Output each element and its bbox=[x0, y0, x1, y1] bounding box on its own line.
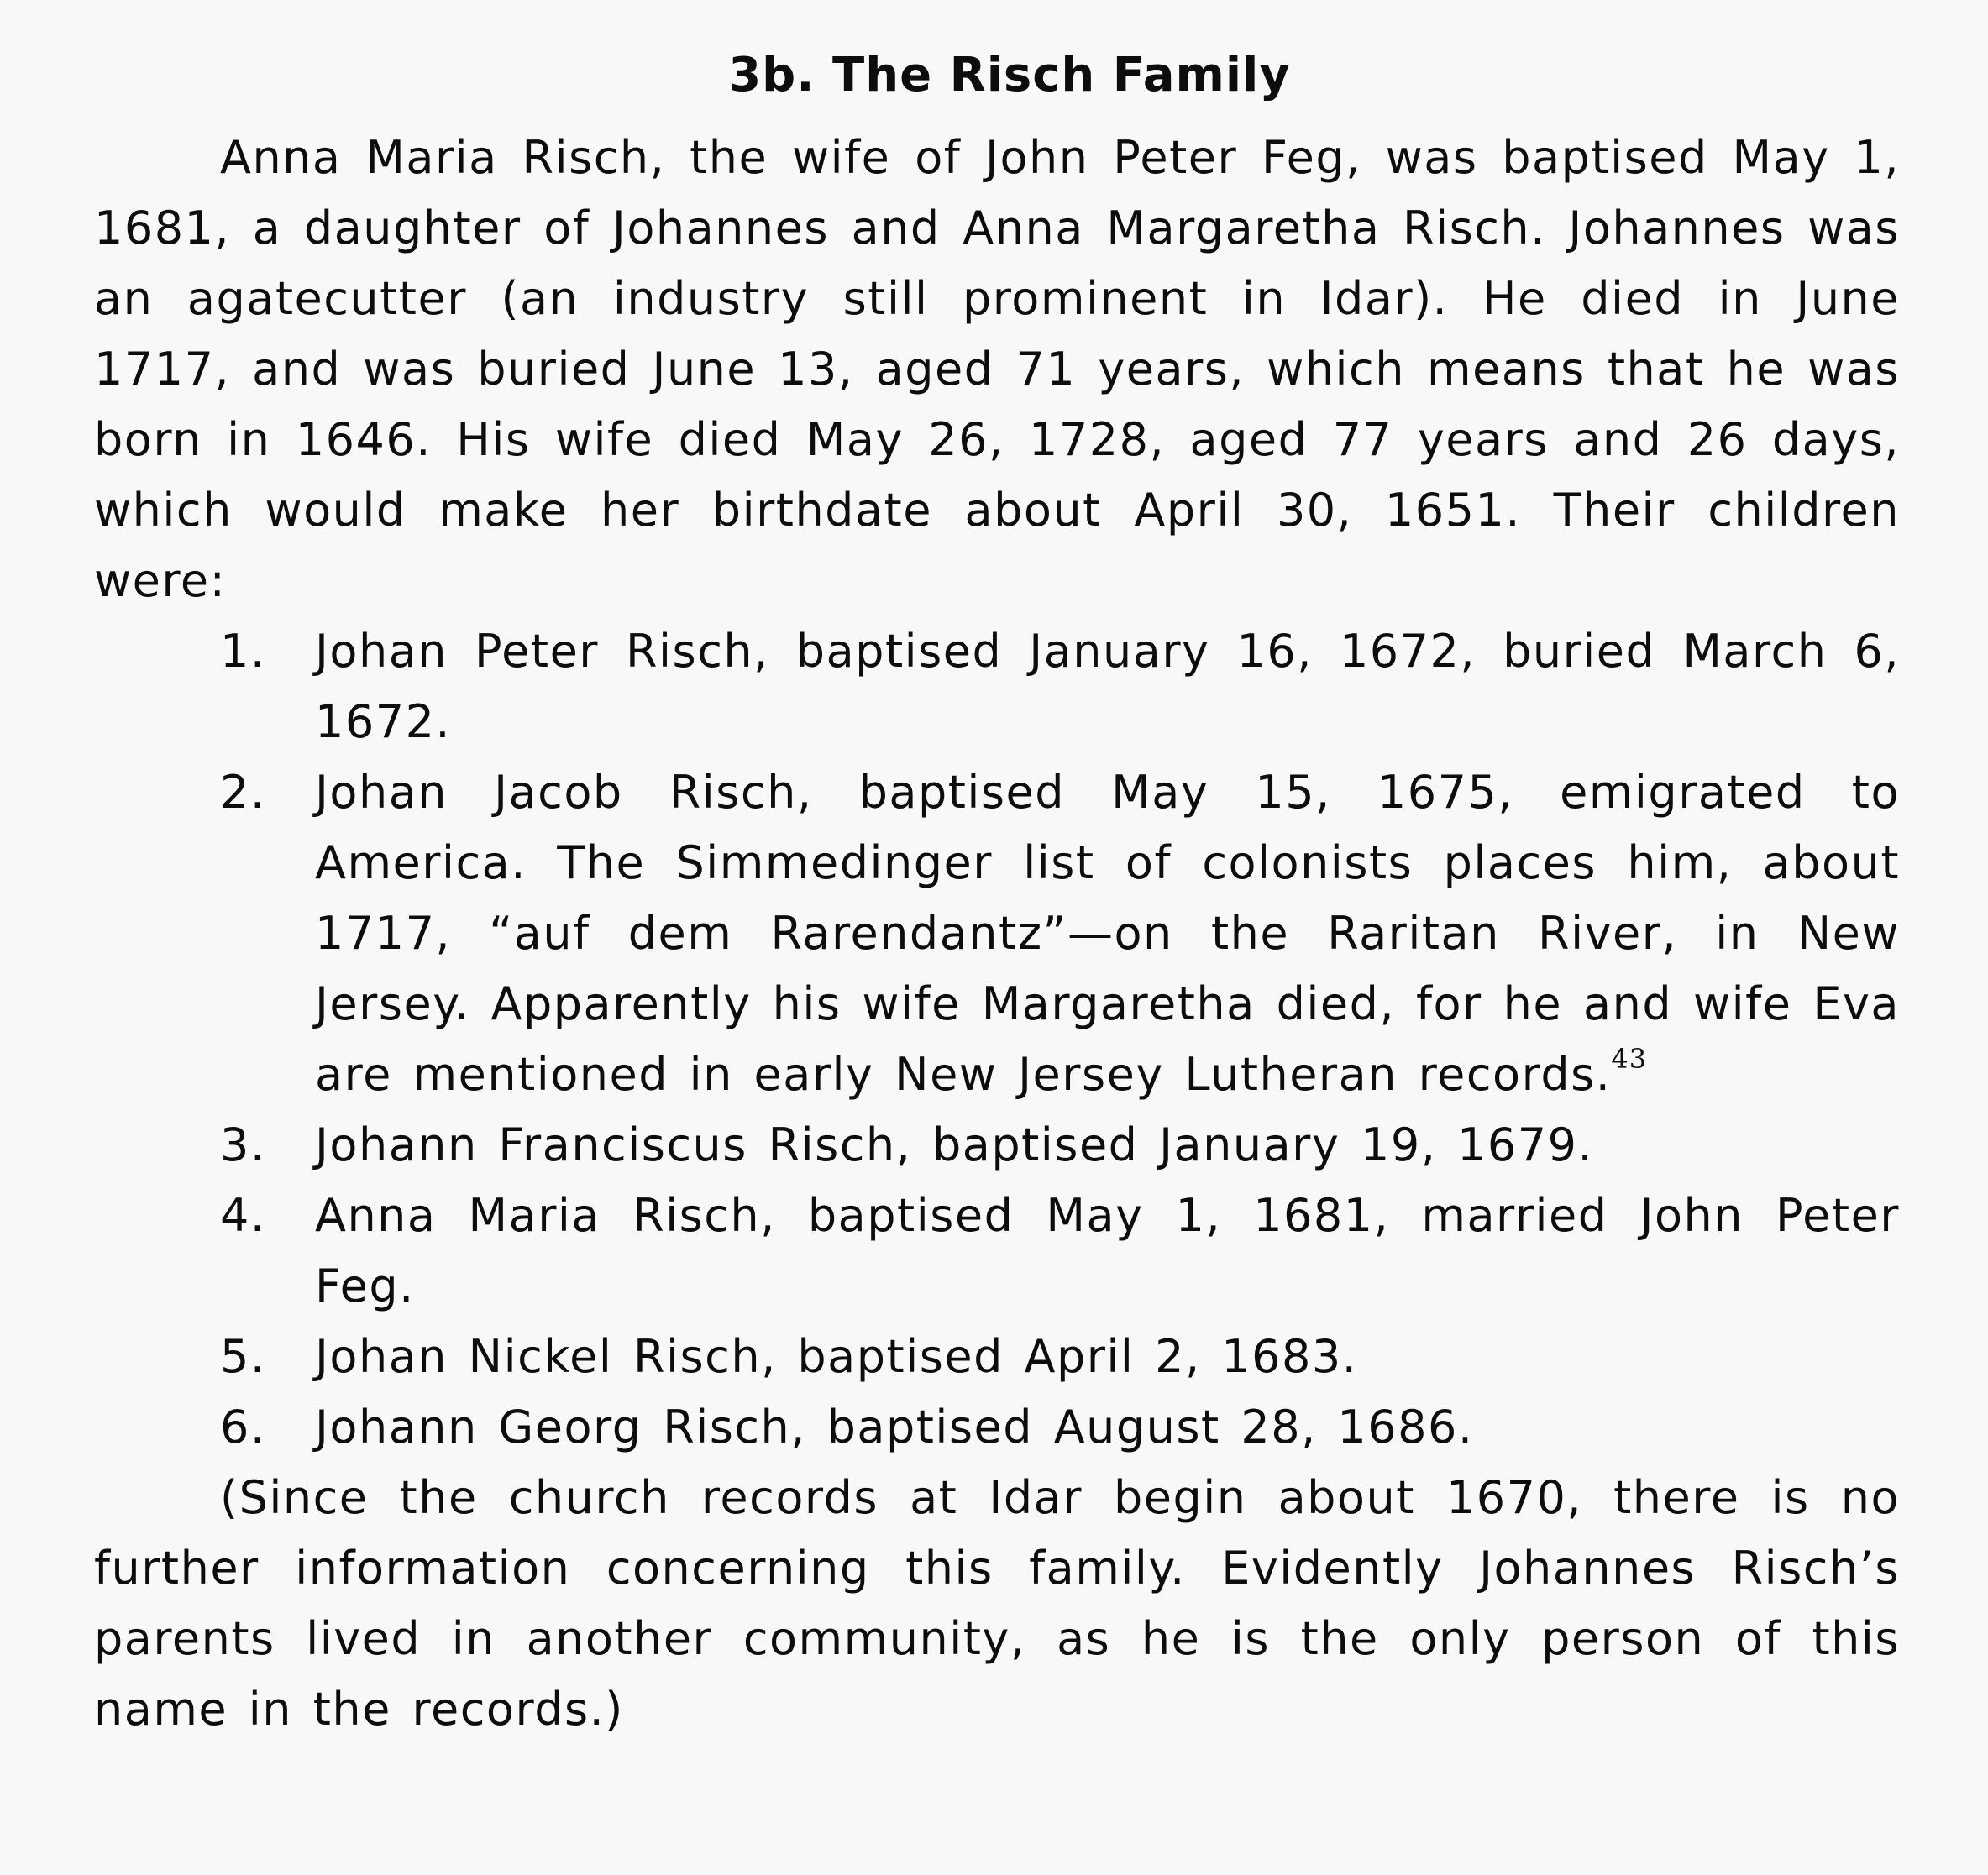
list-item bbox=[94, 1392, 1900, 1463]
list-item-number: 3. bbox=[220, 1118, 266, 1171]
list-item-text: Anna Maria Risch, baptised May 1, 1681, married John Peter Feg. bbox=[315, 1189, 1900, 1312]
list-item-text: Johan Jacob Risch, baptised May 15, 1675, emigrated to America. The Simmedinger list of colonists places him, about 1717, “auf dem Rarendantz”—on the Raritan River, in New Jersey. Apparently his wife Margaretha died, for he and wife Eva are mentioned in early New Jersey Lutheran records. bbox=[315, 766, 1900, 1101]
closing-paragraph: (Since the church records at Idar begin about 1670, there is no further information concerning this family. Evidently Johannes Risch’s parents lived in another community, as he is the only person of this name in the records.) bbox=[94, 1471, 1900, 1736]
section-title: 3b. The Risch Family bbox=[728, 48, 1291, 102]
intro-paragraph: Anna Maria Risch, the wife of John Peter Feg, was baptised May 1, 1681, a daughter of Johannes and Anna Margaretha Risch. Johannes was an agatecutter (an industry still prominent in Idar). He died in June 1717, and was buried June 13, aged 71 years, which means that he was born in 1646. His wife died May 26, 1728, aged 77 years and 26 days, which would make her birthdate about April 30, 1651. Their children were: bbox=[94, 131, 1900, 607]
list-item-number: 5. bbox=[220, 1330, 266, 1383]
list-item bbox=[94, 1181, 1900, 1322]
list-item-number: 1. bbox=[220, 625, 266, 678]
list-item bbox=[94, 616, 1900, 757]
list-item-text: Johann Georg Risch, baptised August 28, 1686. bbox=[315, 1401, 1474, 1453]
list-item-text: Johan Nickel Risch, baptised April 2, 1683. bbox=[315, 1330, 1358, 1383]
list-item-text: Johann Franciscus Risch, baptised January 19, 1679. bbox=[315, 1118, 1594, 1171]
list-item-number: 6. bbox=[220, 1401, 266, 1453]
list-item bbox=[94, 1110, 1900, 1181]
footnote-marker: 43 bbox=[1611, 1043, 1648, 1075]
list-item bbox=[94, 757, 1900, 1110]
list-item-text: Johan Peter Risch, baptised January 16, 1672, buried March 6, 1672. bbox=[315, 625, 1900, 748]
children-list bbox=[94, 616, 1900, 1463]
list-item-number: 2. bbox=[220, 766, 266, 819]
document-page bbox=[94, 34, 1900, 1745]
list-item-number: 4. bbox=[220, 1189, 266, 1242]
list-item bbox=[94, 1322, 1900, 1392]
